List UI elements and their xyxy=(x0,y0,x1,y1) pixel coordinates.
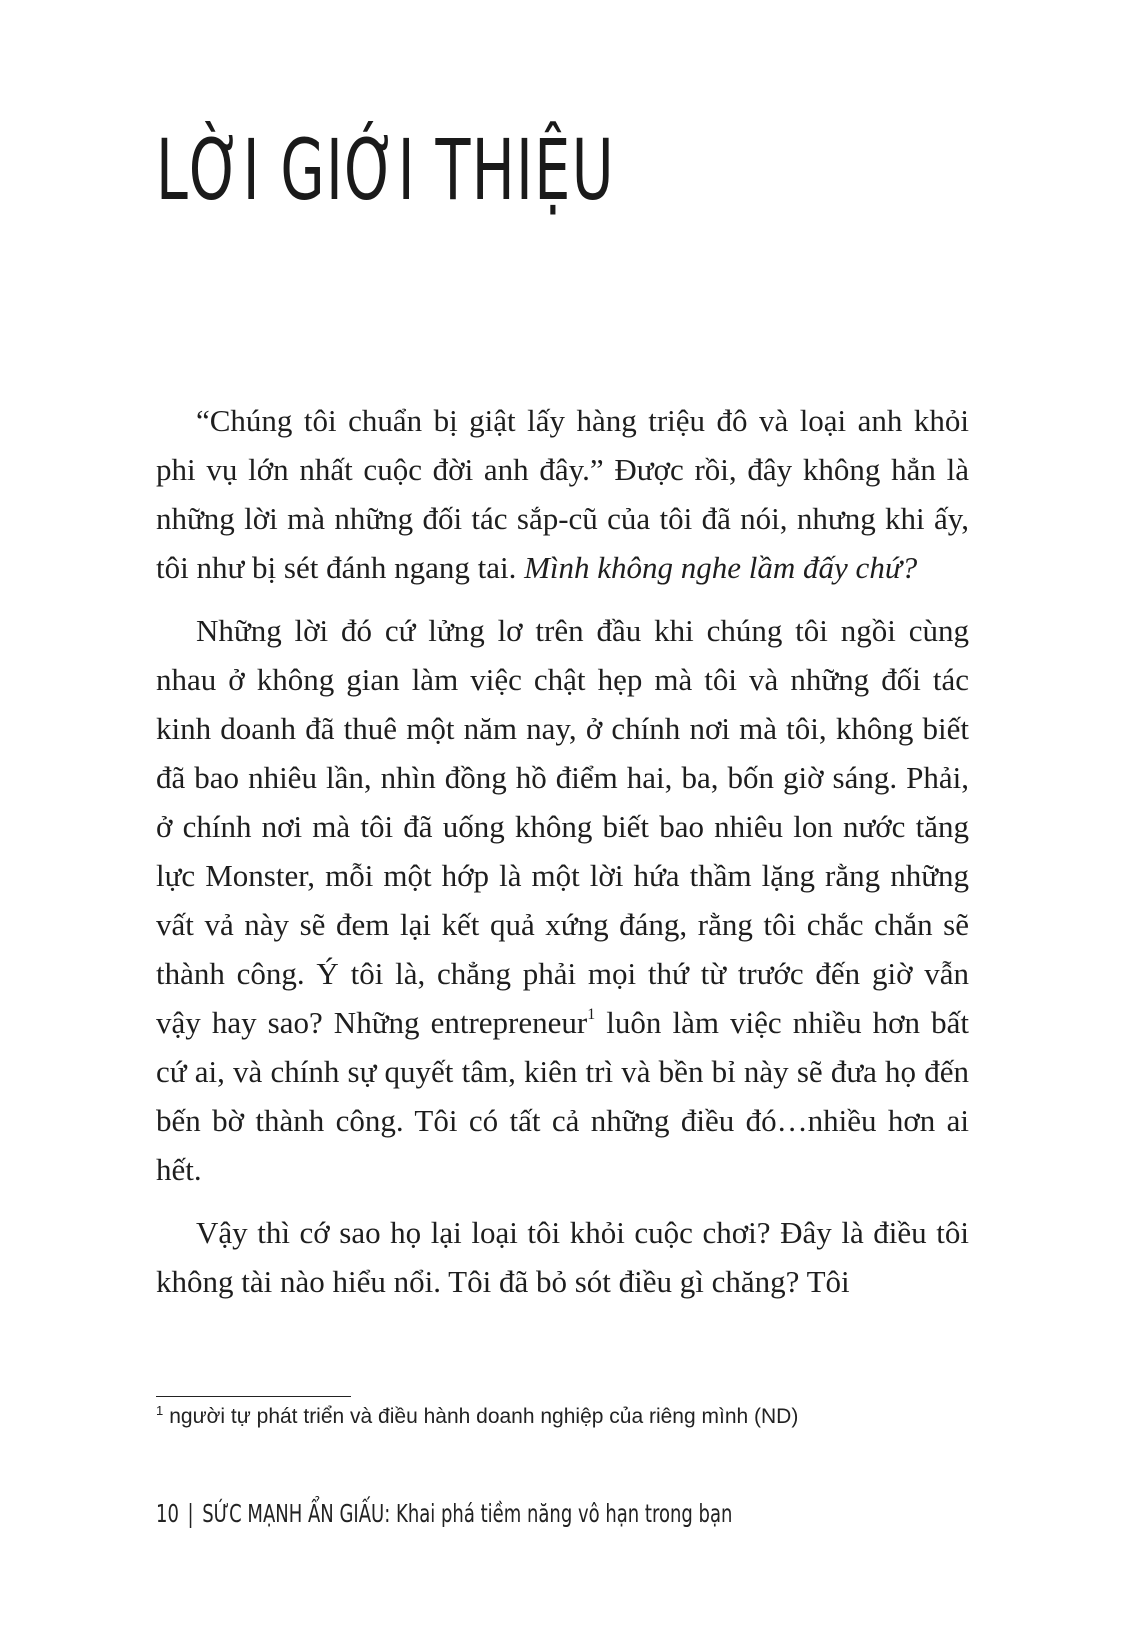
paragraph-2-text-after: luôn làm việc nhiều hơn bất cứ ai, và chính sự quyết tâm, kiên trì và bền bỉ này sẽ đưa họ đến bến bờ thành công. Tôi có tất cả những điều đó…nhiều hơn ai hết. xyxy=(156,1005,969,1187)
footnote-marker: 1 xyxy=(156,1403,164,1418)
footnote-reference[interactable]: 1 xyxy=(587,1006,596,1023)
paragraph-2 xyxy=(156,606,969,1194)
footer-book-title: SỨC MẠNH ẨN GIẤU: xyxy=(202,1499,391,1528)
chapter-title: LỜI GIỚI THIỆU xyxy=(156,121,615,219)
footer-subtitle: Khai phá tiềm năng vô hạn trong bạn xyxy=(396,1499,733,1528)
paragraph-3-text: Vậy thì cớ sao họ lại loại tôi khỏi cuộc chơi? Đây là điều tôi không tài nào hiểu nổi. Tôi đã bỏ sót điều gì chăng? Tôi xyxy=(156,1215,969,1299)
body-text xyxy=(156,396,969,1306)
paragraph-1-italic: Mình không nghe lầm đấy chứ? xyxy=(524,550,918,585)
paragraph-1-text: “Chúng tôi chuẩn bị giật lấy hàng triệu đô và loại anh khỏi phi vụ lớn nhất cuộc đời anh đây.” Được rồi, đây không hẳn là những lời mà những đối tác sắp-cũ của tôi đã nói, nhưng khi ấy, tôi như bị sét đánh ngang tai. xyxy=(156,403,969,585)
footer-separator: | xyxy=(187,1499,194,1528)
paragraph-2-text: Những lời đó cứ lửng lơ trên đầu khi chúng tôi ngồi cùng nhau ở không gian làm việc chật hẹp mà tôi và những đối tác kinh doanh đã thuê một năm nay, ở chính nơi mà tôi, không biết đã bao nhiêu lần, nhìn đồng hồ điểm hai, ba, bốn giờ sáng. Phải, ở chính nơi mà tôi đã uống không biết bao nhiêu lon nước tăng lực Monster, mỗi một hớp là một lời hứa thầm lặng rằng những vất vả này sẽ đem lại kết quả xứng đáng, rằng tôi chắc chắn sẽ thành công. Ý tôi là, chẳng phải mọi thứ từ trước đến giờ vẫn vậy hay sao? Những entrepreneur xyxy=(156,613,969,1040)
footnote-text: người tự phát triển và điều hành doanh nghiệp của riêng mình (ND) xyxy=(169,1405,799,1428)
paragraph-1 xyxy=(156,396,969,592)
page-number: 10 xyxy=(156,1499,179,1528)
footnote xyxy=(156,1405,798,1429)
paragraph-3 xyxy=(156,1208,969,1306)
running-footer xyxy=(156,1499,732,1528)
footnote-divider xyxy=(156,1396,351,1397)
